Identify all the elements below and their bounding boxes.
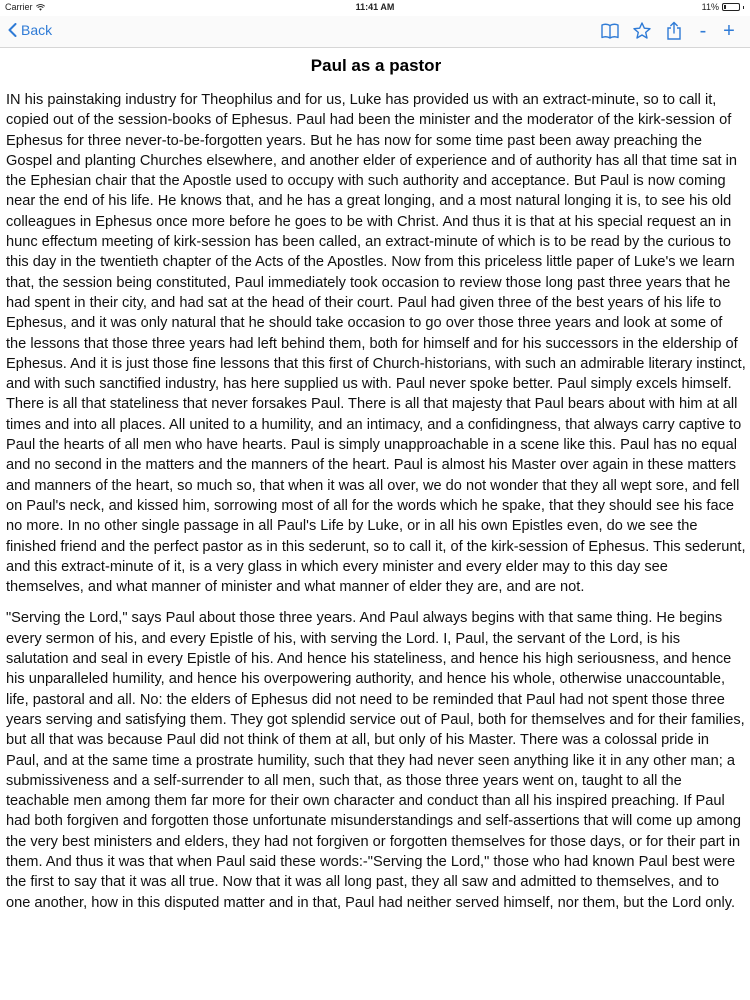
battery-level bbox=[724, 5, 726, 9]
article-paragraph: "Serving the Lord," says Paul about those three years. And Paul always begins with that same thing. He begins every sermon of his, and every Epistle of his, with serving the Lord. I, Paul, the servant of the Lord, is his salutation and seal in every Epistle of his. And hence his stateliness, and hence his high seriousness, and hence his unparalleled humility, and hence his overpowering authority, and hence his whole, otherwise unaccountable, life, pastoral and all. No: the elders of Ephesus did not need to be reminded that Paul had not spent those three years serving and satisfying them. They got splendid service out of Paul, both for themselves and for their families, but all that was because Paul did not think of them at all, but only of his Master. There was a colossal pride in Paul, and at the same time a prostrate humility, such that they had never seen anything like it in any other man; a submissiveness and a self-surrender to all men, such that, as those three years went on, taught to all the teachable men among them far more for their own character and conduct than all his inspired preaching. If Paul had both forgiven and forgotten those unfortunate misunderstandings and self-assertions that will come up among the very best ministers and elders, they had not forgiven or forgotten themselves for those days, or for their part in them. And thus it was that when Paul said these words:-"Serving the Lord," those who had known Paul best were the first to say that it was all true. Now that it was all long past, they all saw and admitted to themselves, and to one another, how in this disputed matter and in that, Paul had neither served himself, nor them, but the Lord only. bbox=[6, 610, 745, 911]
back-button[interactable] bbox=[8, 22, 52, 38]
carrier-label: Carrier bbox=[5, 2, 33, 12]
navigation-bar bbox=[0, 16, 750, 48]
article-content bbox=[6, 52, 746, 924]
share-icon[interactable] bbox=[664, 21, 684, 41]
toolbar-actions bbox=[600, 21, 736, 41]
increase-font-button[interactable]: + bbox=[723, 20, 735, 42]
battery-percent: 11% bbox=[701, 2, 719, 12]
clock: 11:41 AM bbox=[355, 2, 395, 12]
status-bar bbox=[0, 0, 750, 16]
battery-icon bbox=[722, 3, 740, 11]
back-chevron-icon bbox=[8, 23, 17, 37]
back-label: Back bbox=[21, 22, 53, 38]
star-icon[interactable] bbox=[632, 21, 652, 41]
battery-tip bbox=[743, 6, 744, 9]
decrease-font-button[interactable]: - bbox=[699, 20, 707, 42]
article-paragraph: IN his painstaking industry for Theophilus and for us, Luke has provided us with an extract-minute, so to call it, copied out of the session-books of Ephesus. Paul had been the minister and the moderator of the kirk-session of Ephesus for three never-to-be-forgotten years. But he has now for some time past been away preaching the Gospel and planting Churches elsewhere, and another elder of experience and of authority has all that time sat in the Ephesian chair that the Apostle used to occupy with such authority and acceptance. But Paul is now coming near the end of his life. He knows that, and he has a great longing, and a most natural longing it is, to see his old colleagues in Ephesus once more before he goes to be with Christ. And thus it is that at his special request an in hunc effectum meeting of kirk-session has been called, an extract-minute of which is to be read by the curious to this day in the twentieth chapter of the Acts of the Apostles. Now from this priceless little paper of Luke's we learn that, the session being constituted, Paul immediately took occasion to review those long past three years that he had spent in their city, and had sat at the head of their court. Paul had given three of the best years of his life to Ephesus, and it was only natural that he should take occasion to go over those three years and look at some of the lessons that those three years had left behind them, both for himself and for his successors in the eldership of Ephesus. And it is just those fine lessons that this first of Church-historians, with such an admirable literary instinct, and with such sanctified industry, has here supplied us with. Paul never spoke better. Paul simply excels himself. There is all that stateliness that never forsakes Paul. There is all that majesty that Paul bears about with him at all times and into all places. All united to a humility, and an intimacy, and a confidingness, that always carry captive to Paul the hearts of all men who have hearts. Paul is simply unapproachable in a scene like this. Paul has no equal and no second in the matters and the manners of the heart. Paul is almost his Master over again in these matters and manners of the heart, so much so, that when it was all over, we do not wonder that they all wept sore, and fell on Paul's neck, and kissed him, sorrowing most of all for the words which he spake, that they should see his face no more. In no other single passage in all Paul's Life by Luke, or in all his own Epistles even, do we see the finished friend and the perfect pastor as in this sederunt, so to call it, of the kirk-session of Ephesus. This sederunt, and this extract-minute of it, is a very glass in which every minister and every elder may to this day see themselves, and what manner of minister and what manner of elder they are, and are not. bbox=[6, 92, 746, 596]
battery-indicator bbox=[702, 2, 744, 12]
book-icon[interactable] bbox=[600, 21, 620, 41]
article-title: Paul as a pastor bbox=[310, 56, 442, 75]
